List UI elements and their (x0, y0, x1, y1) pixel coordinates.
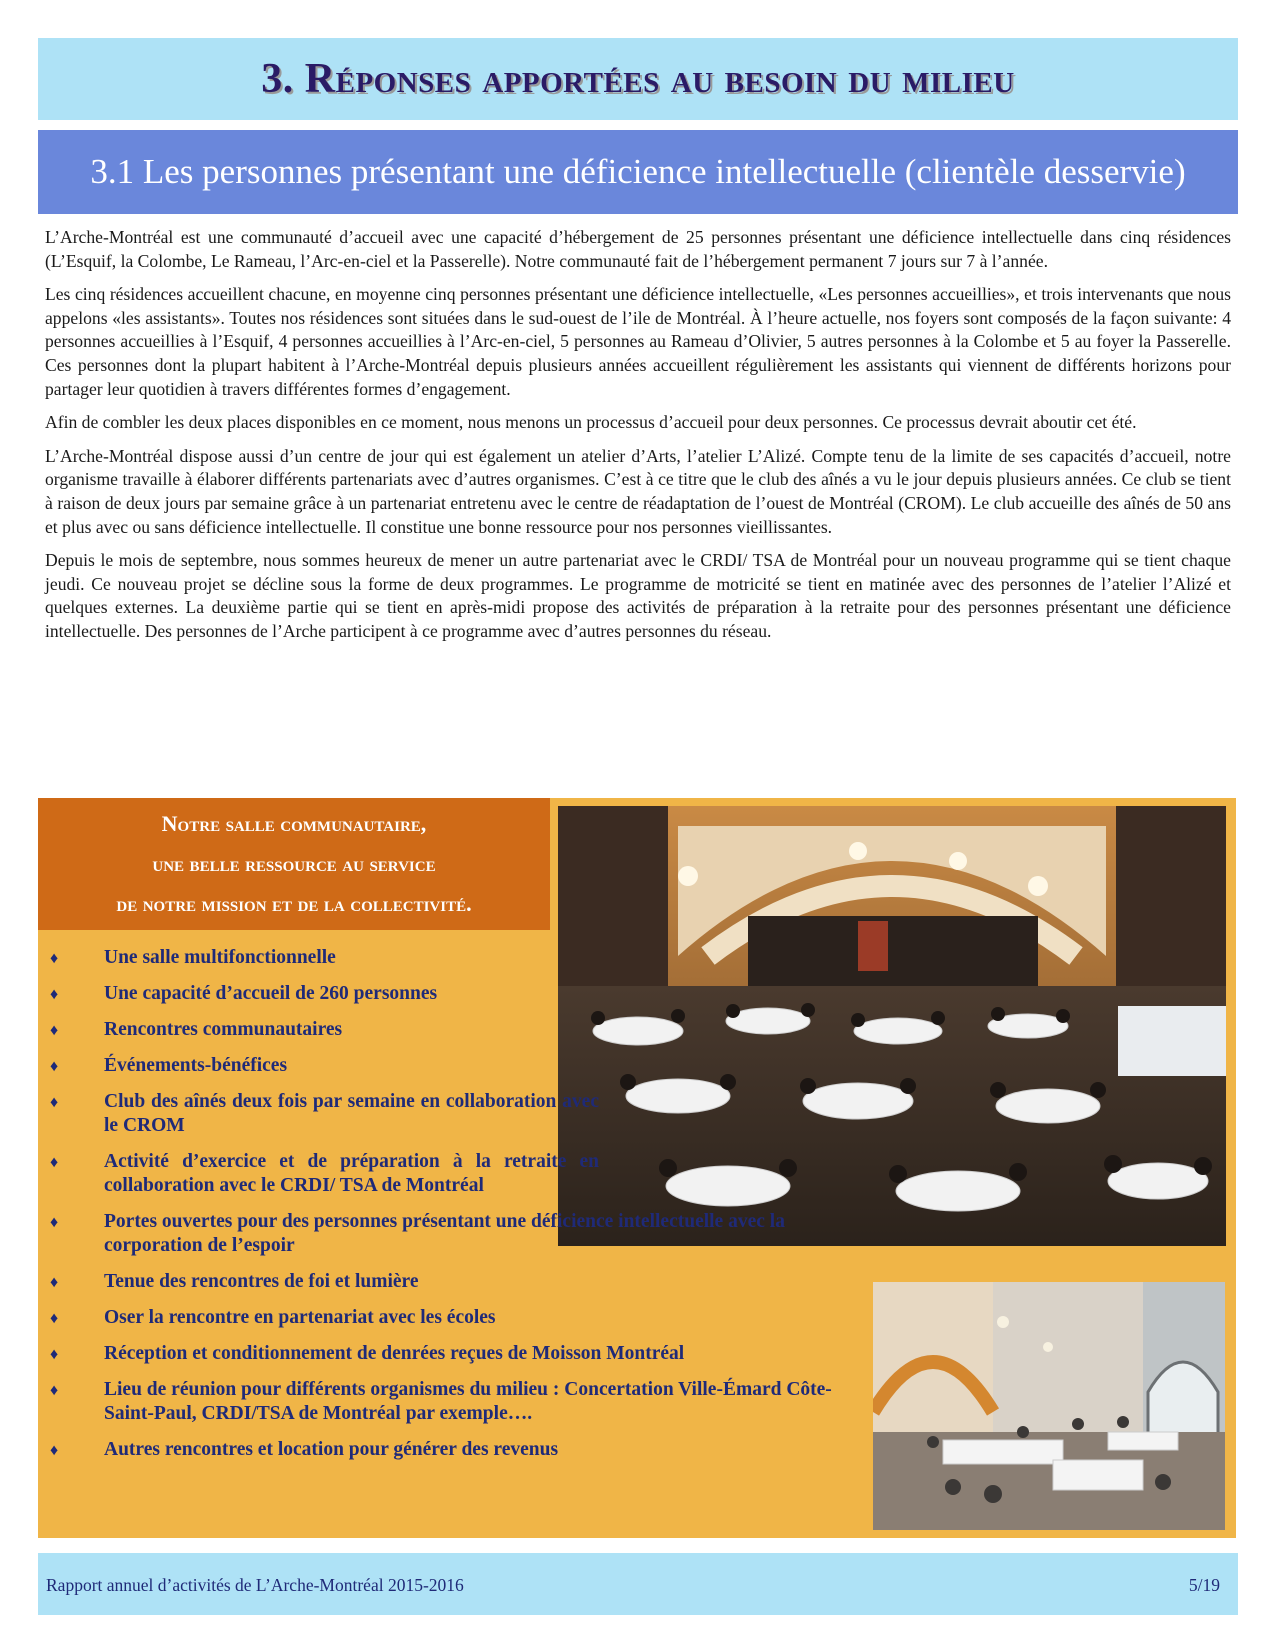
subtitle-band (38, 130, 1238, 214)
diamond-bullet-icon: ♦ (50, 1346, 59, 1363)
list-item (46, 946, 866, 970)
panel-heading-line: une belle ressource au service (152, 851, 436, 876)
diamond-bullet-icon: ♦ (50, 1274, 59, 1291)
panel-heading (38, 798, 550, 930)
list-item (46, 1438, 866, 1462)
body-text (45, 226, 1231, 654)
paragraph: Depuis le mois de septembre, nous sommes heureux de mener un autre partenariat avec le CRDI/ TSA de Montréal pour un nouveau programme qui se tient chaque jeudi. Ce nouveau projet se décline sous la forme de deux programmes. Le programme de motricité se tient en matinée avec des personnes de l’atelier l’Alizé et quelques externes. La deuxième partie qui se tient en après-midi propose des activités de préparation à la retraite pour des personnes présentant une déficience intellectuelle. Des personnes de l’Arche participent à ce programme avec d’autres personnes du réseau. (45, 550, 1231, 641)
diamond-bullet-icon: ♦ (50, 1382, 59, 1399)
list-item-text: Une capacité d’accueil de 260 personnes (104, 983, 438, 1004)
diamond-bullet-icon: ♦ (50, 1442, 59, 1459)
list-item-text: Oser la rencontre en partenariat avec les écoles (104, 1307, 496, 1328)
paragraph: Afin de combler les deux places disponibles en ce moment, nous menons un processus d’accueil pour deux personnes. Ce processus devrait aboutir cet été. (45, 412, 1137, 433)
diamond-bullet-icon: ♦ (50, 1022, 59, 1039)
list-item-text: Portes ouvertes pour des personnes présentant une déficience intellectuelle avec la corporation de l’espoir (104, 1211, 785, 1256)
diamond-bullet-icon: ♦ (50, 986, 59, 1003)
list-item-text: Autres rencontres et location pour générer des revenus (104, 1439, 559, 1460)
list-item (46, 1378, 879, 1426)
list-item-text: Club des aînés deux fois par semaine en collaboration avec le CROM (104, 1091, 599, 1136)
list-item (46, 1270, 866, 1294)
paragraph: L’Arche-Montréal dispose aussi d’un centre de jour qui est également un atelier d’Arts, l’atelier L’Alizé. Compte tenu de la limite de ses capacités d’accueil, notre organisme travaille à élaborer différents partenariats avec d’autres organismes. C’est à ce titre que le club des aînés a vu le jour depuis plusieurs années. Ce club se tient à raison de deux jours par semaine grâce à un partenariat entretenu avec le centre de réadaptation de l’ouest de Montréal (CROM). Le club accueille des aînés de 50 ans et plus avec ou sans déficience intellectuelle. Il constitue une bonne ressource pour nos personnes vieillissantes. (45, 445, 1231, 537)
title-band (38, 38, 1238, 120)
list-item-text: Rencontres communautaires (104, 1019, 343, 1040)
list-item (46, 1054, 866, 1078)
community-hall-panel (38, 798, 1236, 1538)
diamond-bullet-icon: ♦ (50, 1310, 59, 1327)
diamond-bullet-icon: ♦ (50, 1214, 59, 1231)
list-item (46, 1342, 866, 1366)
diamond-bullet-icon: ♦ (50, 1154, 59, 1171)
list-item-text: Tenue des rencontres de foi et lumière (104, 1271, 419, 1292)
diamond-bullet-icon: ♦ (50, 1094, 59, 1111)
panel-heading-line: Notre salle communautaire, (161, 811, 427, 836)
list-item (46, 1090, 599, 1138)
footer-report-title: Rapport annuel d’activités de L’Arche-Montréal 2015-2016 (46, 1575, 464, 1595)
list-item (46, 982, 866, 1006)
list-item-text: Lieu de réunion pour différents organismes du milieu : Concertation Ville-Émard Côte-Saint-Paul, CRDI/TSA de Montréal par exemple…. (104, 1379, 832, 1424)
section-subtitle: 3.1 Les personnes présentant une déficience intellectuelle (clientèle desservie) (90, 152, 1186, 191)
list-item (46, 1306, 866, 1330)
list-item (46, 1150, 599, 1198)
features-list (46, 946, 866, 1474)
paragraph: Les cinq résidences accueillent chacune, en moyenne cinq personnes présentant une déficience intellectuelle, «Les personnes accueillies», et trois intervenants que nous appelons «les assistants». Toutes nos résidences sont situées dans le sud-ouest de l’ile de Montréal. À l’heure actuelle, nos foyers sont composés de la façon suivante: 4 personnes accueillies à l’Esquif, 4 personnes accueillies à l’Arc-en-ciel, 5 personnes au Rameau d’Olivier, 5 autres personnes à la Colombe et 5 au foyer la Passerelle. Ces personnes dont la plupart habitent à l’Arche-Montréal depuis plusieurs années accueillent régulièrement les assistants qui viennent de différents horizons pour partager leur quotidien à travers différentes formes d’engagement. (45, 284, 1231, 399)
diamond-bullet-icon: ♦ (50, 950, 59, 967)
list-item-text: Une salle multifonctionnelle (104, 947, 336, 968)
list-item-text: Réception et conditionnement de denrées reçues de Moisson Montréal (104, 1343, 685, 1364)
page-number: 5/19 (1188, 1575, 1220, 1595)
panel-heading-line: de notre mission et de la collectivité. (116, 891, 472, 916)
list-item-text: Événements-bénéfices (104, 1055, 288, 1076)
list-item-text: Activité d’exercice et de préparation à la retraite en collaboration avec le CRDI/ TSA de Montréal (104, 1151, 599, 1196)
page-title: 3. Réponses apportées au besoin du milieu (261, 56, 1015, 102)
diamond-bullet-icon: ♦ (50, 1058, 59, 1075)
paragraph: L’Arche-Montréal est une communauté d’accueil avec une capacité d’hébergement de 25 personnes présentant une déficience intellectuelle dans cinq résidences (L’Esquif, la Colombe, Le Rameau, l’Arc-en-ciel et la Passerelle). Notre communauté fait de l’hébergement permanent 7 jours sur 7 à l’année. (45, 227, 1231, 271)
list-item (46, 1210, 804, 1258)
meeting-room-photo (873, 1282, 1225, 1530)
list-item (46, 1018, 866, 1042)
footer (38, 1553, 1238, 1615)
